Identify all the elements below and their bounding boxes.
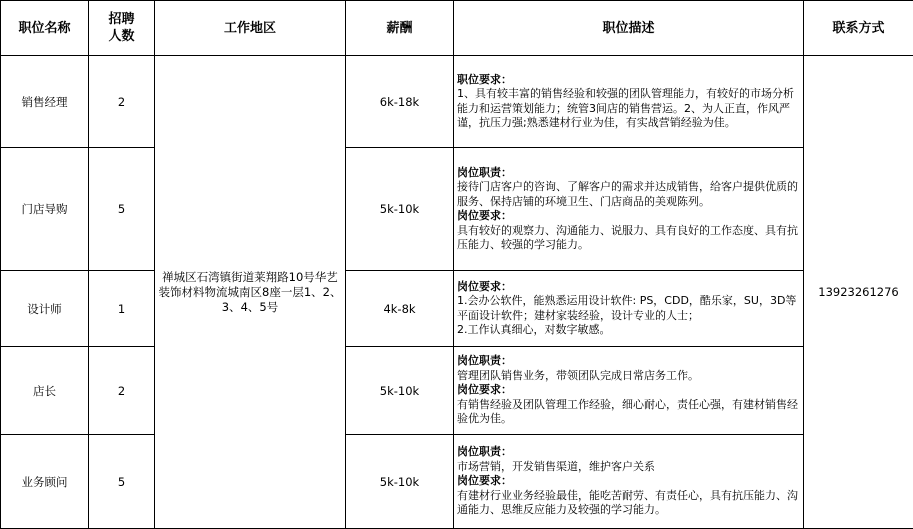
position-cell: 店长 — [1, 347, 89, 435]
work-area-cell: 禅城区石湾镇街道莱翔路10号华艺装饰材料物流城南区8座一层1、2、3、4、5号 — [155, 56, 346, 529]
table-row — [1, 347, 913, 435]
table-row — [1, 56, 913, 148]
position-cell: 设计师 — [1, 271, 89, 347]
section-title: 岗位职责： — [457, 166, 800, 181]
salary-cell: 5k-10k — [346, 435, 454, 529]
section-text: 接待门店客户的咨询、了解客户的需求并达成销售，给客户提供优质的服务、保持店铺的环境卫生、门店商品的美观陈列。 — [457, 180, 800, 209]
salary-cell: 5k-10k — [346, 148, 454, 271]
section-title: 岗位职责： — [457, 445, 800, 460]
section-title: 岗位要求： — [457, 383, 800, 398]
salary-cell: 4k-8k — [346, 271, 454, 347]
table-row — [1, 435, 913, 529]
position-cell: 门店导购 — [1, 148, 89, 271]
table-row — [1, 148, 913, 271]
headcount-cell: 5 — [89, 435, 155, 529]
section-text: 1.会办公软件，能熟悉运用设计软件: PS，CDD，酷乐家，SU，3D等平面设计软件；建材家装经验，设计专业的人士； 2.工作认真细心，对数字敏感。 — [457, 294, 800, 338]
headcount-cell: 2 — [89, 56, 155, 148]
headcount-cell: 5 — [89, 148, 155, 271]
section-title: 岗位要求： — [457, 209, 800, 224]
position-cell: 业务顾问 — [1, 435, 89, 529]
section-title: 岗位职责： — [457, 354, 800, 369]
header-headcount: 招聘 人数 — [89, 1, 155, 56]
description-cell — [454, 148, 804, 271]
description-cell — [454, 271, 804, 347]
headcount-cell: 1 — [89, 271, 155, 347]
section-text: 市场营销，开发销售渠道，维护客户关系 — [457, 460, 800, 475]
section-title: 岗位要求： — [457, 474, 800, 489]
table-row — [1, 271, 913, 347]
headcount-cell: 2 — [89, 347, 155, 435]
header-position: 职位名称 — [1, 1, 89, 56]
header-row — [1, 1, 913, 56]
description-cell — [454, 56, 804, 148]
section-title: 职位要求： — [457, 73, 800, 88]
section-text: 具有较好的观察力、沟通能力、说服力、具有良好的工作态度、具有抗压能力、较强的学习能力。 — [457, 224, 800, 253]
section-text: 有销售经验及团队管理工作经验，细心耐心，责任心强，有建材销售经验优为佳。 — [457, 398, 800, 427]
header-description: 职位描述 — [454, 1, 804, 56]
section-text: 有建材行业业务经验最佳，能吃苦耐劳、有责任心，具有抗压能力、沟通能力、思维反应能力及较强的学习能力。 — [457, 489, 800, 518]
salary-cell: 6k-18k — [346, 56, 454, 148]
section-text: 1、具有较丰富的销售经验和较强的团队管理能力，有较好的市场分析能力和运营策划能力；统管3间店的销售营运。2、为人正直，作风严谨，抗压力强;熟悉建材行业为佳，有实战营销经验为佳。 — [457, 87, 800, 131]
description-cell — [454, 435, 804, 529]
header-area: 工作地区 — [155, 1, 346, 56]
position-cell: 销售经理 — [1, 56, 89, 148]
header-contact: 联系方式 — [804, 1, 913, 56]
salary-cell: 5k-10k — [346, 347, 454, 435]
header-salary: 薪酬 — [346, 1, 454, 56]
section-text: 管理团队销售业务，带领团队完成日常店务工作。 — [457, 369, 800, 384]
description-cell — [454, 347, 804, 435]
section-title: 岗位要求： — [457, 280, 800, 295]
contact-cell: 13923261276 — [804, 56, 913, 529]
